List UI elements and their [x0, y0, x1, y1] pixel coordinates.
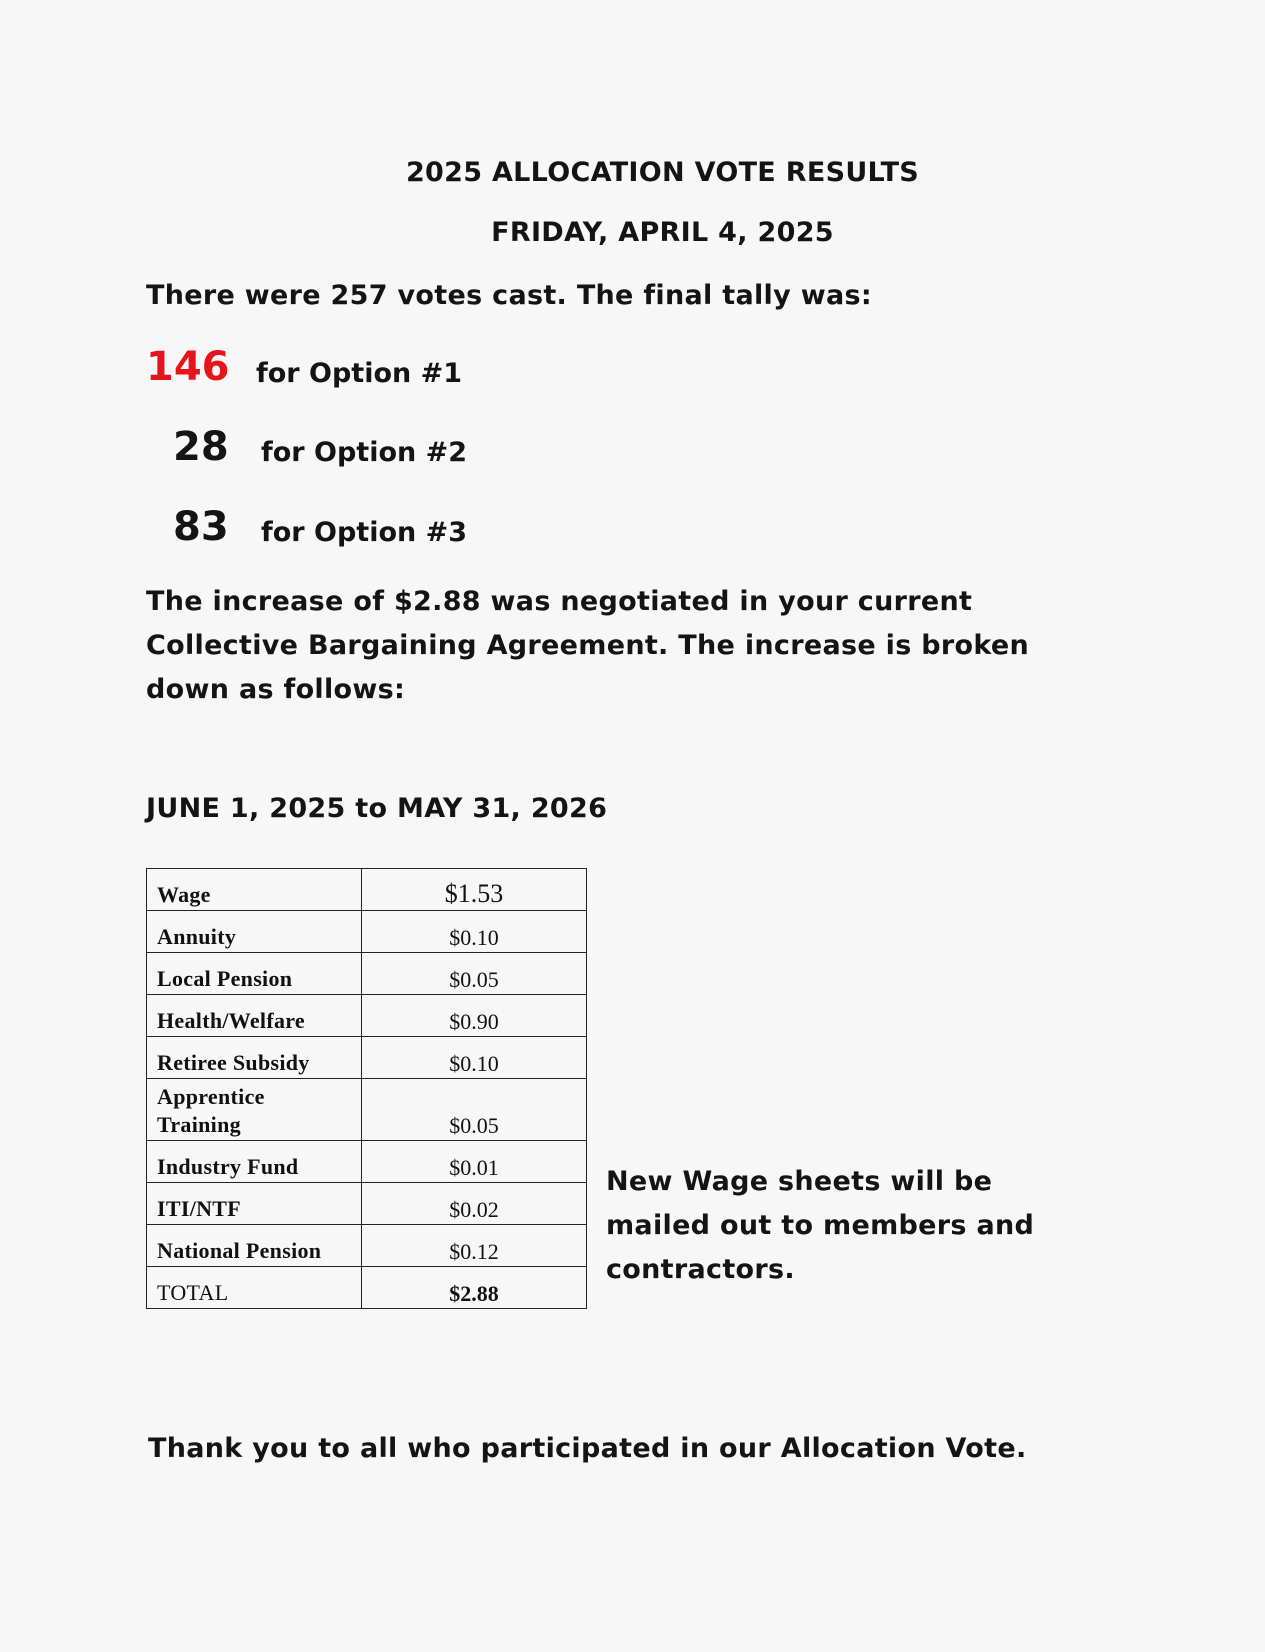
period-heading: JUNE 1, 2025 to MAY 31, 2026 [146, 793, 608, 824]
category-cell: Industry Fund [147, 1141, 362, 1183]
table-row [147, 869, 587, 911]
table-row [147, 1225, 587, 1267]
thank-you-message: Thank you to all who participated in our Allocation Vote. [148, 1433, 1027, 1464]
wage-sheets-note [606, 1160, 1034, 1292]
category-cell: Local Pension [147, 953, 362, 995]
amount-cell: $2.88 [362, 1267, 587, 1309]
increase-paragraph [146, 580, 1029, 712]
option-1-label: for Option #1 [256, 358, 463, 389]
category-cell: Annuity [147, 911, 362, 953]
option-2-label: for Option #2 [261, 437, 468, 468]
document-title: 2025 ALLOCATION VOTE RESULTS [405, 157, 920, 188]
category-cell: Wage [147, 869, 362, 911]
amount-cell: $0.05 [362, 953, 587, 995]
category-cell: Retiree Subsidy [147, 1037, 362, 1079]
table-row [147, 1079, 587, 1141]
table-row [147, 953, 587, 995]
amount-cell: $0.90 [362, 995, 587, 1037]
category-cell: TOTAL [147, 1267, 362, 1309]
category-cell [147, 1079, 362, 1141]
amount-cell: $0.10 [362, 911, 587, 953]
amount-cell: $0.05 [362, 1079, 587, 1141]
votes-cast-summary: There were 257 votes cast. The final tally was: [146, 280, 872, 311]
option-3-label: for Option #3 [261, 517, 468, 548]
wage-sheets-note-line-2: mailed out to members and [606, 1210, 1035, 1241]
table-row [147, 911, 587, 953]
increase-line-1: The increase of $2.88 was negotiated in your current [146, 586, 973, 617]
category-cell: ITI/NTF [147, 1183, 362, 1225]
wage-sheets-note-line-3: contractors. [606, 1254, 795, 1285]
increase-line-2: Collective Bargaining Agreement. The increase is broken [146, 630, 1030, 661]
amount-cell: $0.02 [362, 1183, 587, 1225]
amount-cell: $0.10 [362, 1037, 587, 1079]
amount-cell: $1.53 [362, 869, 587, 911]
category-cell-line-1: Apprentice [157, 1084, 265, 1109]
increase-line-3: down as follows: [146, 674, 406, 705]
table-row [147, 1037, 587, 1079]
option-2-count: 28 [173, 424, 229, 470]
table-row [147, 995, 587, 1037]
amount-cell: $0.01 [362, 1141, 587, 1183]
amount-cell: $0.12 [362, 1225, 587, 1267]
table-row [147, 1141, 587, 1183]
allocation-table [146, 868, 587, 1309]
category-cell: Health/Welfare [147, 995, 362, 1037]
option-1-count: 146 [146, 344, 230, 390]
table-row [147, 1183, 587, 1225]
category-cell: National Pension [147, 1225, 362, 1267]
vote-date: FRIDAY, APRIL 4, 2025 [491, 217, 834, 248]
table-row-total [147, 1267, 587, 1309]
option-3-count: 83 [173, 504, 229, 550]
wage-sheets-note-line-1: New Wage sheets will be [606, 1166, 993, 1197]
category-cell-line-2: Training [157, 1112, 241, 1137]
